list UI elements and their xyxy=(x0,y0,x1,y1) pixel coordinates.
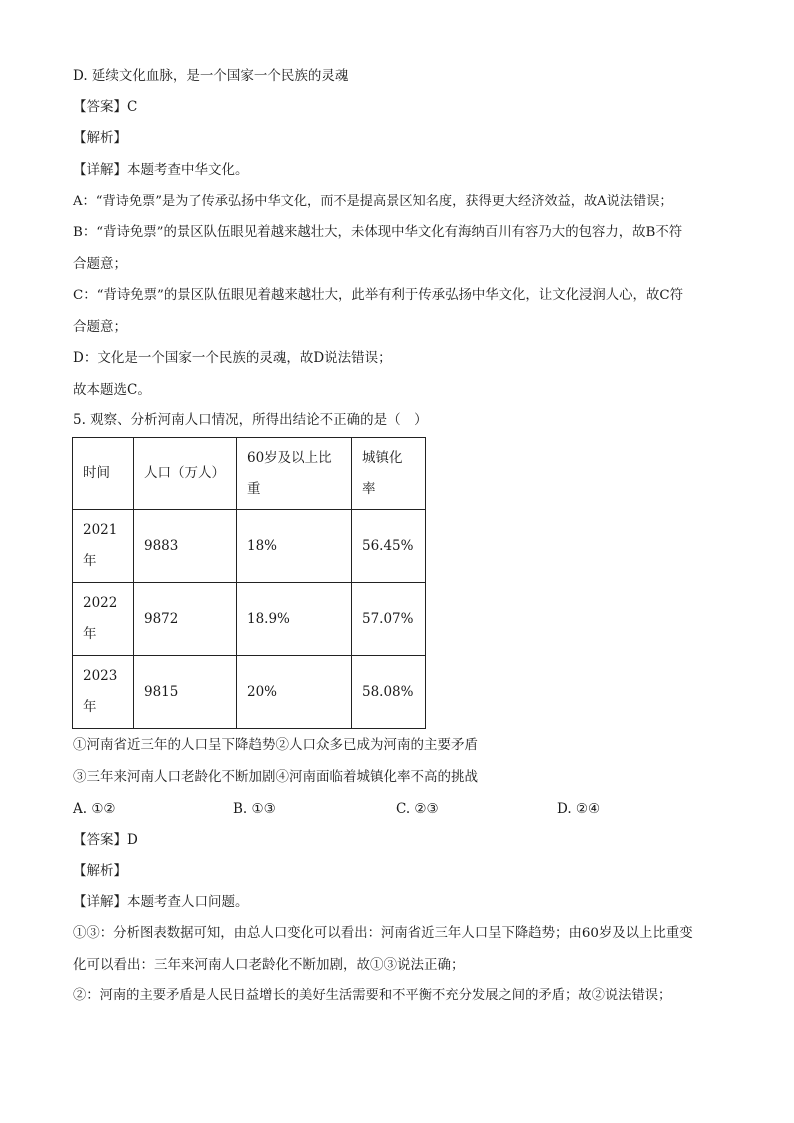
explain-d: D：文化是一个国家一个民族的灵魂，故D说法错误； xyxy=(73,350,392,366)
analysis-label-2: 【解析】 xyxy=(73,863,127,879)
option-b: B. ①③ xyxy=(233,801,276,817)
header-time: 时间 xyxy=(73,438,134,510)
population-table xyxy=(72,437,426,729)
explain-c-cont: 合题意； xyxy=(73,319,127,335)
answer-label-2: 【答案】D xyxy=(73,832,138,848)
cell-urban: 56.45% xyxy=(352,510,426,583)
answer-label: 【答案】C xyxy=(73,99,138,115)
cell-year: 2021年 xyxy=(73,510,134,583)
conclusion: 故本题选C。 xyxy=(73,382,151,398)
table-row xyxy=(73,583,426,656)
option-c: C. ②③ xyxy=(396,801,439,817)
option-a: A. ①② xyxy=(73,801,116,817)
cell-elderly: 18% xyxy=(237,510,352,583)
header-elderly: 60岁及以上比重 xyxy=(237,438,352,510)
cell-population: 9815 xyxy=(134,656,237,729)
cell-year: 2022年 xyxy=(73,583,134,656)
option-d-line: D. 延续文化血脉，是一个国家一个民族的灵魂 xyxy=(73,68,349,84)
cell-elderly: 18.9% xyxy=(237,583,352,656)
option-d: D. ②④ xyxy=(557,801,601,817)
analysis-label: 【解析】 xyxy=(73,130,127,146)
header-population: 人口（万人） xyxy=(134,438,237,510)
statement-3-4: ③三年来河南人口老龄化不断加剧④河南面临着城镇化率不高的挑战 xyxy=(73,769,478,785)
explain-2: ②：河南的主要矛盾是人民日益增长的美好生活需要和不平衡不充分发展之间的矛盾；故②说法错误； xyxy=(73,988,672,1003)
cell-population: 9883 xyxy=(134,510,237,583)
cell-population: 9872 xyxy=(134,583,237,656)
explain-13-cont: 化可以看出：三年来河南人口老龄化不断加剧，故①③说法正确； xyxy=(73,957,465,973)
table-header-row xyxy=(73,438,426,510)
detail-intro-2: 【详解】本题考查人口问题。 xyxy=(73,894,249,910)
explain-13: ①③：分析图表数据可知，由总人口变化可以看出：河南省近三年人口呈下降趋势；由60岁及以上比重变 xyxy=(73,926,693,941)
header-urban: 城镇化率 xyxy=(352,438,426,510)
table-row xyxy=(73,510,426,583)
cell-urban: 57.07% xyxy=(352,583,426,656)
question-5: 5. 观察、分析河南人口情况，所得出结论不正确的是（ ） xyxy=(73,412,428,428)
explain-a: A：“背诗免票”是为了传承弘扬中华文化，而不是提高景区知名度，获得更大经济效益，故A说法错误； xyxy=(73,194,673,209)
cell-year: 2023年 xyxy=(73,656,134,729)
cell-elderly: 20% xyxy=(237,656,352,729)
explain-b-cont: 合题意； xyxy=(73,256,127,272)
explain-b: B：“背诗免票”的景区队伍眼见着越来越壮大，未体现中华文化有海纳百川有容乃大的包容力，故B不符 xyxy=(73,225,683,240)
detail-intro: 【详解】本题考查中华文化。 xyxy=(73,162,249,178)
table-row xyxy=(73,656,426,729)
cell-urban: 58.08% xyxy=(352,656,426,729)
statement-1-2: ①河南省近三年的人口呈下降趋势②人口众多已成为河南的主要矛盾 xyxy=(73,737,478,753)
explain-c: C：“背诗免票”的景区队伍眼见着越来越壮大，此举有利于传承弘扬中华文化，让文化浸润人心，故C符 xyxy=(73,288,683,303)
